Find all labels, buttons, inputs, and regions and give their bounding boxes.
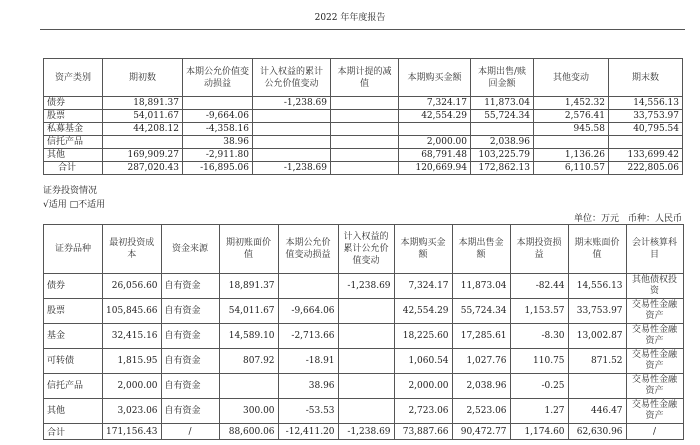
table-cell: 222,805.06 (609, 162, 683, 175)
table-cell: 1.27 (510, 399, 568, 424)
table-cell (219, 374, 278, 399)
column-header: 本期购买金额 (394, 225, 452, 274)
table-cell: 68,791.48 (399, 149, 471, 162)
unit-label: 单位：万元 币种：人民币 (573, 214, 682, 224)
table-cell: 1,153.57 (510, 299, 568, 324)
table-cell: 2,000.00 (399, 136, 471, 149)
table-cell: 14,556.13 (609, 97, 683, 110)
table-cell: 2,723.06 (394, 399, 452, 424)
table-cell: -53.53 (278, 399, 338, 424)
table-cell: 股票 (44, 110, 103, 123)
table-row (44, 97, 683, 110)
table-cell: 42,554.29 (394, 299, 452, 324)
table-cell: 2,000.00 (394, 374, 452, 399)
table-cell: 171,156.43 (103, 424, 162, 440)
table-cell: 1,452.32 (534, 97, 609, 110)
table-cell: -1,238.69 (338, 274, 394, 299)
table-cell: 2,038.96 (452, 374, 510, 399)
table-cell: 1,174.60 (510, 424, 568, 440)
table-cell: 11,873.04 (471, 97, 534, 110)
column-header: 证券品种 (44, 225, 103, 274)
table-cell (609, 136, 683, 149)
table-cell: 6,110.57 (534, 162, 609, 175)
table-cell: 26,056.60 (103, 274, 162, 299)
table-cell: 18,891.37 (219, 274, 278, 299)
table-cell: / (626, 424, 683, 440)
column-header: 期初数 (103, 59, 183, 97)
table-cell: 自有资金 (161, 399, 219, 424)
table-cell: -16,895.06 (183, 162, 253, 175)
table-cell (568, 374, 626, 399)
table-cell: 33,753.97 (609, 110, 683, 123)
table-cell: 2,523.06 (452, 399, 510, 424)
table-cell: 44,208.12 (103, 123, 183, 136)
table-cell: 可转债 (44, 349, 103, 374)
table-cell: 交易性金融资产 (626, 299, 683, 324)
table-cell: 其他 (44, 399, 103, 424)
table-cell: 自有资金 (161, 324, 219, 349)
table-cell (253, 123, 331, 136)
table-cell: 14,589.10 (219, 324, 278, 349)
table-cell: 54,011.67 (219, 299, 278, 324)
table-cell: 合计 (44, 424, 103, 440)
applicable-checkbox: √适用 □不适用 (43, 200, 106, 210)
column-header: 期初账面价值 (219, 225, 278, 274)
column-header: 期末账面价值 (568, 225, 626, 274)
table-cell: 40,795.54 (609, 123, 683, 136)
table-cell (278, 274, 338, 299)
table-cell: -82.44 (510, 274, 568, 299)
table-cell: 13,002.87 (568, 324, 626, 349)
column-header: 本期出售金额 (452, 225, 510, 274)
table-cell: 自有资金 (161, 349, 219, 374)
table-cell: -1,238.69 (338, 424, 394, 440)
table-cell: 55,724.34 (471, 110, 534, 123)
column-header: 资金来源 (161, 225, 219, 274)
header-divider (40, 29, 685, 30)
table-cell: 自有资金 (161, 299, 219, 324)
table-cell: 7,324.17 (399, 97, 471, 110)
section-title: 证券投资情况 (43, 186, 98, 196)
table-cell: 38.96 (278, 374, 338, 399)
table-cell (338, 374, 394, 399)
table-cell: 446.47 (568, 399, 626, 424)
column-header: 会计核算科目 (626, 225, 683, 274)
column-header: 本期公允价值变动损益 (183, 59, 253, 97)
table-cell (331, 136, 399, 149)
table-row (44, 136, 683, 149)
table-cell: 股票 (44, 299, 103, 324)
table-cell (471, 123, 534, 136)
table-cell: 945.58 (534, 123, 609, 136)
table-cell: 2,000.00 (103, 374, 162, 399)
table-cell: 38.96 (183, 136, 253, 149)
table-cell (338, 399, 394, 424)
table-cell: 自有资金 (161, 374, 219, 399)
table-cell: 7,324.17 (394, 274, 452, 299)
column-header: 本期购买金额 (399, 59, 471, 97)
table-row (44, 162, 683, 175)
table-row (44, 123, 683, 136)
table-cell: -9,664.06 (278, 299, 338, 324)
table-cell (103, 136, 183, 149)
column-header: 期末数 (609, 59, 683, 97)
column-header: 计入权益的累计公允价值变动 (338, 225, 394, 274)
table-cell: 1,136.26 (534, 149, 609, 162)
table-cell: 债券 (44, 274, 103, 299)
table-row (44, 299, 684, 324)
table-cell (183, 97, 253, 110)
table-cell: 信托产品 (44, 136, 103, 149)
table-cell: 300.00 (219, 399, 278, 424)
table-cell: 18,225.60 (394, 324, 452, 349)
column-header: 本期出售/赎回金额 (471, 59, 534, 97)
page-title: 2022 年年度报告 (314, 13, 386, 23)
table-cell (331, 149, 399, 162)
table-cell: 110.75 (510, 349, 568, 374)
table-cell: 交易性金融资产 (626, 374, 683, 399)
table-cell: 债券 (44, 97, 103, 110)
table-row (44, 110, 683, 123)
table-cell: 103,225.79 (471, 149, 534, 162)
table-cell: 90,472.77 (452, 424, 510, 440)
table-cell: 62,630.96 (568, 424, 626, 440)
table-cell: 33,753.97 (568, 299, 626, 324)
table-cell (253, 136, 331, 149)
table-cell: 169,909.27 (103, 149, 183, 162)
table-cell: -4,358.16 (183, 123, 253, 136)
table-cell: 105,845.66 (103, 299, 162, 324)
table-cell (338, 324, 394, 349)
table-cell: -9,664.06 (183, 110, 253, 123)
table-cell (534, 136, 609, 149)
table-cell: 2,576.41 (534, 110, 609, 123)
table-cell: -0.25 (510, 374, 568, 399)
table-cell: -2,911.80 (183, 149, 253, 162)
table-cell: 合计 (44, 162, 103, 175)
table-cell: 2,038.96 (471, 136, 534, 149)
table-cell: 287,020.43 (103, 162, 183, 175)
table-cell: 基金 (44, 324, 103, 349)
table-cell: 73,887.66 (394, 424, 452, 440)
table-cell: 1,815.95 (103, 349, 162, 374)
table-cell: 120,669.94 (399, 162, 471, 175)
column-header: 最初投资成本 (103, 225, 162, 274)
table-cell: 172,862.13 (471, 162, 534, 175)
table-cell: -18.91 (278, 349, 338, 374)
table-cell: 42,554.29 (399, 110, 471, 123)
table-cell: 11,873.04 (452, 274, 510, 299)
table-row (44, 349, 684, 374)
table-row (44, 324, 684, 349)
table-cell: -12,411.20 (278, 424, 338, 440)
table-cell: 自有资金 (161, 274, 219, 299)
column-header: 本期投资损益 (510, 225, 568, 274)
table-cell: 交易性金融资产 (626, 324, 683, 349)
table-cell: 交易性金融资产 (626, 399, 683, 424)
table-cell (331, 123, 399, 136)
table-cell: -1,238.69 (253, 162, 331, 175)
table-cell: 18,891.37 (103, 97, 183, 110)
table-cell: 133,699.42 (609, 149, 683, 162)
table-cell: -8.30 (510, 324, 568, 349)
table-cell: 54,011.67 (103, 110, 183, 123)
table-cell: 信托产品 (44, 374, 103, 399)
table-cell: -1,238.69 (253, 97, 331, 110)
table-cell: 其他 (44, 149, 103, 162)
column-header: 本期计提的减值 (331, 59, 399, 97)
column-header: 计入权益的累计公允价值变动 (253, 59, 331, 97)
table-cell: -2,713.66 (278, 324, 338, 349)
column-header: 本期公允价值变动损益 (278, 225, 338, 274)
table-cell (338, 349, 394, 374)
table-cell (331, 162, 399, 175)
column-header: 资产类别 (44, 59, 103, 97)
table-cell: 55,724.34 (452, 299, 510, 324)
table-cell: / (161, 424, 219, 440)
column-header: 其他变动 (534, 59, 609, 97)
securities-investment-table (43, 224, 684, 440)
table-cell: 交易性金融资产 (626, 349, 683, 374)
table-cell (399, 123, 471, 136)
table-cell: 17,285.61 (452, 324, 510, 349)
table-cell: 32,415.16 (103, 324, 162, 349)
table-cell: 1,060.54 (394, 349, 452, 374)
table-cell (253, 149, 331, 162)
table-row (44, 374, 684, 399)
table-row (44, 399, 684, 424)
table-cell (253, 110, 331, 123)
table-cell (331, 97, 399, 110)
asset-change-table (43, 58, 683, 175)
table-cell: 14,556.13 (568, 274, 626, 299)
table-row (44, 274, 684, 299)
table-cell: 3,023.06 (103, 399, 162, 424)
table-cell: 其他债权投资 (626, 274, 683, 299)
table-cell: 807.92 (219, 349, 278, 374)
table-cell (331, 110, 399, 123)
table-cell: 871.52 (568, 349, 626, 374)
table-cell (338, 299, 394, 324)
table-cell: 1,027.76 (452, 349, 510, 374)
table-cell: 私募基金 (44, 123, 103, 136)
table-row (44, 149, 683, 162)
table-cell: 88,600.06 (219, 424, 278, 440)
table-row (44, 424, 684, 440)
